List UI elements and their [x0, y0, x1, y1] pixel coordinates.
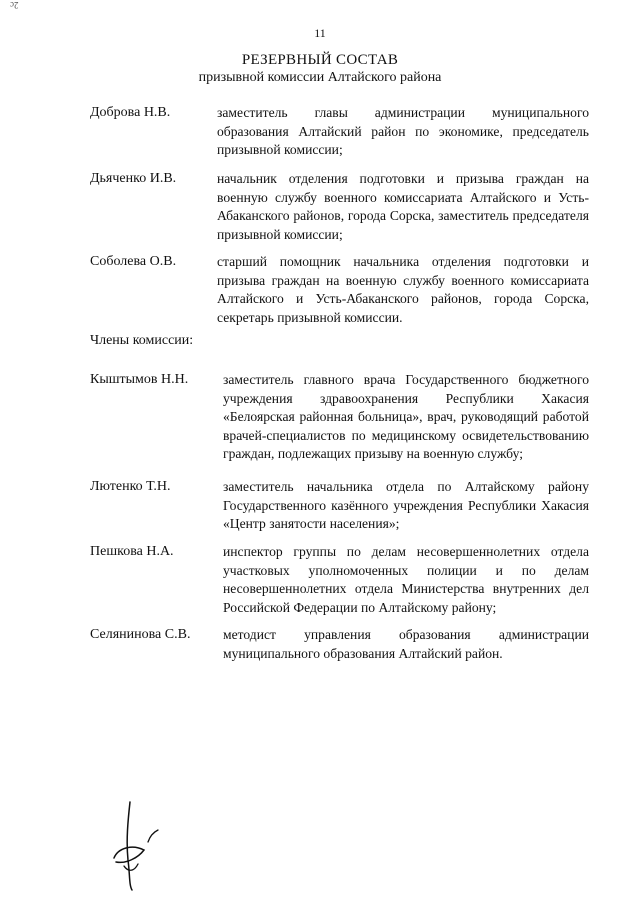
person-role: старший помощник начальника отделения подготовки и призыва граждан на военную службу военного комиссариата Алтайского и Усть-Абаканского районов, города Сорска, секретарь призывной комиссии. [217, 254, 589, 325]
person-name: Пешкова Н.А. [90, 544, 174, 559]
person-role: инспектор группы по делам несовершеннолетних отдела участковых уполномоченных полиции и по делам несовершеннолетних отдела Министерства внутренних дел Российской Федерации по Алтайскому району; [223, 544, 589, 615]
handwritten-signature [108, 800, 178, 895]
person-role: методист управления образования администрации муниципального образования Алтайский район. [223, 627, 589, 661]
person-name: Доброва Н.В. [90, 105, 171, 120]
page-number: 11 [314, 26, 326, 40]
person-role: заместитель начальника отдела по Алтайскому району Государственного казённого учреждения Республики Хакасия «Центр занятости населения»; [223, 479, 589, 531]
person-role: начальник отделения подготовки и призыва граждан на военную службу военного комиссариата Алтайского и Усть-Абаканского районов, города Сорска, заместитель председателя призывной комиссии; [217, 171, 589, 242]
person-name: Кыштымов Н.Н. [90, 372, 189, 387]
document-subtitle: призывной комиссии Алтайского района [198, 70, 442, 85]
corner-mark: 2c [10, 0, 19, 10]
members-heading: Члены комиссии: [90, 333, 194, 348]
document-title: РЕЗЕРВНЫЙ СОСТАВ [241, 52, 399, 68]
person-name: Селянинова С.В. [90, 627, 191, 642]
person-name: Соболева О.В. [90, 254, 177, 269]
person-name: Лютенко Т.Н. [90, 479, 171, 494]
person-role: заместитель главного врача Государственного бюджетного учреждения здравоохранения Республики Хакасия «Белоярская районная больница», врач, руководящий работой врачей-специалистов по медицинскому освидетельствованию граждан, подлежащих призыву на военную службу; [223, 372, 589, 461]
person-name: Дьяченко И.В. [90, 171, 177, 186]
person-role: заместитель главы администрации муниципального образования Алтайский район по экономике, председатель призывной комиссии; [217, 105, 589, 157]
